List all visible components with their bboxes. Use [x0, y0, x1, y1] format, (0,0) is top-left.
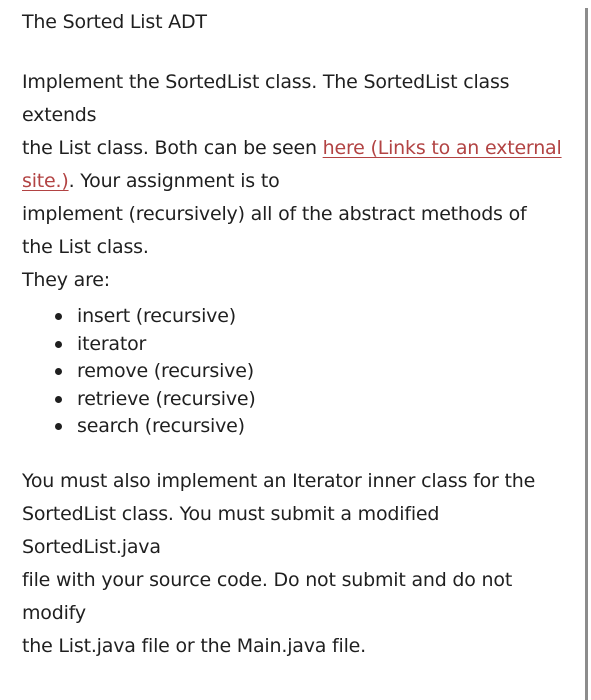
req-line-2: SortedList class. You must submit a modified — [22, 502, 440, 525]
page-title: The Sorted List ADT — [22, 11, 207, 33]
list-item — [55, 413, 570, 441]
bullet-icon — [55, 341, 62, 348]
assignment-content — [22, 0, 570, 663]
method-label: iterator — [77, 332, 147, 355]
requirements-paragraph — [22, 465, 570, 663]
intro-line-7: They are: — [22, 269, 110, 291]
list-item — [55, 303, 570, 331]
bullet-icon — [55, 368, 62, 375]
req-line-1: You must also implement an Iterator inner class for the — [22, 469, 536, 492]
intro-paragraph — [22, 66, 570, 297]
req-line-3: SortedList.java — [22, 535, 161, 558]
req-line-6: the List.java file or the Main.java file. — [22, 634, 367, 657]
intro-line-5: implement (recursively) all of the abstract methods of — [22, 203, 527, 225]
spacer — [22, 39, 570, 66]
intro-line-4 — [22, 165, 570, 198]
intro-line-1: Implement the SortedList class. The SortedList class — [22, 71, 510, 93]
abstract-methods-list — [22, 303, 570, 441]
list-item — [55, 331, 570, 359]
intro-line-6: the List class. — [22, 236, 149, 258]
bullet-icon — [55, 396, 62, 403]
external-link-here[interactable]: here (Links to an external — [322, 137, 562, 159]
method-label: search (recursive) — [77, 415, 245, 437]
spacer — [22, 441, 570, 465]
list-item — [55, 386, 570, 414]
list-item — [55, 358, 570, 386]
method-label: retrieve (recursive) — [77, 387, 256, 410]
method-label: insert (recursive) — [77, 305, 236, 327]
external-link-site[interactable]: site.) — [22, 170, 69, 192]
intro-line-3 — [22, 132, 570, 165]
vertical-scrollbar[interactable] — [585, 8, 588, 700]
method-label: remove (recursive) — [77, 360, 254, 382]
intro-line-4-text: . Your assignment is to — [68, 170, 280, 192]
intro-line-2: extends — [22, 104, 97, 126]
req-line-4: file with your source code. Do not submit and do not — [22, 568, 513, 591]
intro-line-3-text: the List class. Both can be seen — [22, 137, 323, 159]
req-line-5: modify — [22, 601, 86, 624]
bullet-icon — [55, 423, 62, 430]
bullet-icon — [55, 313, 62, 320]
